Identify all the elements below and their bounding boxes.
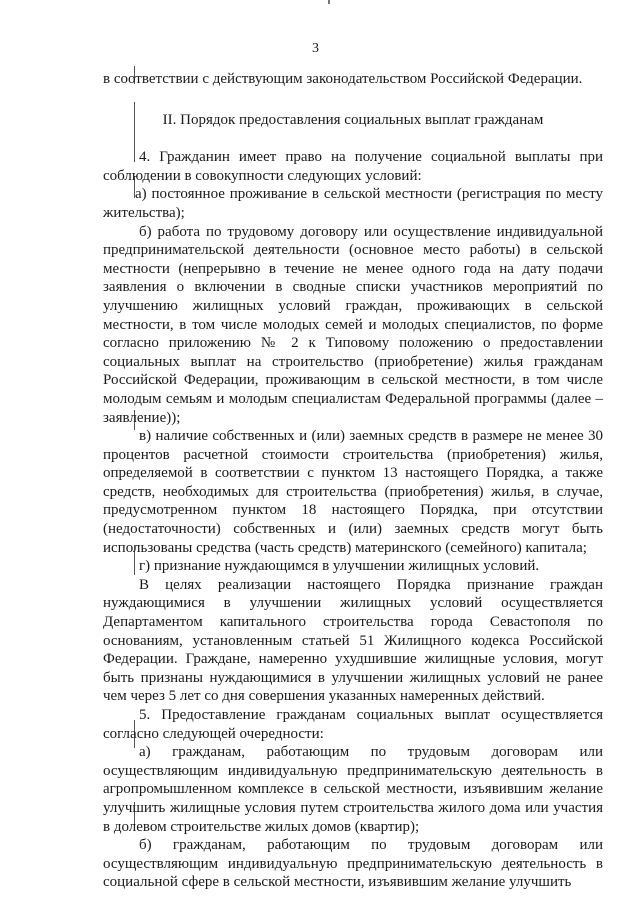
condition-a: а) постоянное проживание в сельской местности (регистрация по месту жительства); xyxy=(103,186,603,221)
page-number: 3 xyxy=(312,41,319,56)
paragraph-4: 4. Гражданин имеет право на получение социальной выплаты при соблюдении в совокупности следующих условий: xyxy=(103,149,603,184)
condition-g: г) признание нуждающимся в улучшении жилищных условий. xyxy=(139,558,540,575)
section-heading: II. Порядок предоставления социальных выплат гражданам xyxy=(162,111,544,128)
scan-artifact xyxy=(328,0,330,4)
paragraph-intro: в соответствии с действующим законодательством Российской Федерации. xyxy=(103,71,583,87)
paragraph-recognition: В целях реализации настоящего Порядка признание граждан нуждающимися в улучшении жилищных условий осуществляется Департаментом капитального строительства города Севастополя по основаниям, установленным статьей 51 Жилищного кодекса Российской Федерации. Граждане, намеренно ухудшившие жилищные условия, могут быть признаны нуждающимися в улучшении жилищных условий не ранее чем через 5 лет со дня совершения указанных намеренных действий. xyxy=(103,576,603,705)
priority-b: б) гражданам, работающим по трудовым договорам или осуществляющим индивидуальную предпринимательскую деятельность в социальной сфере в сельской местности, изъявившим желание улучшить xyxy=(103,837,603,891)
condition-v: в) наличие собственных и (или) заемных средств в размере не менее 30 процентов расчетной стоимости строительства (приобретения) жилья, определяемой в соответствии с пунктом 13 настоящего Порядка, а также средств, необходимых для строительства (приобретения) жилья, в случае, предусмотренном пунктом 18 настоящего Порядка, при отсутствии (недостаточности) собственных и (или) заемных средств могут быть использованы средства (часть средств) материнского (семейного) капитала; xyxy=(103,428,603,556)
document-body xyxy=(103,70,603,892)
priority-a: а) гражданам, работающим по трудовым договорам или осуществляющим индивидуальную предпринимательскую деятельность в агропромышленном комплексе в сельской местности, изъявившим желание улучшить жилищные условия путем строительства жилого дома или участия в долевом строительстве жилых домов (квартир); xyxy=(103,744,603,835)
paragraph-5: 5. Предоставление гражданам социальных выплат осуществляется согласно следующей очередности: xyxy=(103,707,603,742)
condition-b: б) работа по трудовому договору или осуществление индивидуальной предпринимательской деятельности (основное место работы) в сельской местности (непрерывно в течение не менее одного года на дату подачи заявления о включении в сводные списки участников мероприятий по улучшению жилищных условий граждан, проживающих в сельской местности, в том числе молодых семей и молодых специалистов, по форме согласно приложению № 2 к Типовому положению о предоставлении социальных выплат на строительство (приобретение) жилья гражданам Российской Федерации, проживающим в сельской местности, в том числе молодым семьям и молодым специалистам Федеральной программы (далее – заявление)); xyxy=(103,223,603,426)
